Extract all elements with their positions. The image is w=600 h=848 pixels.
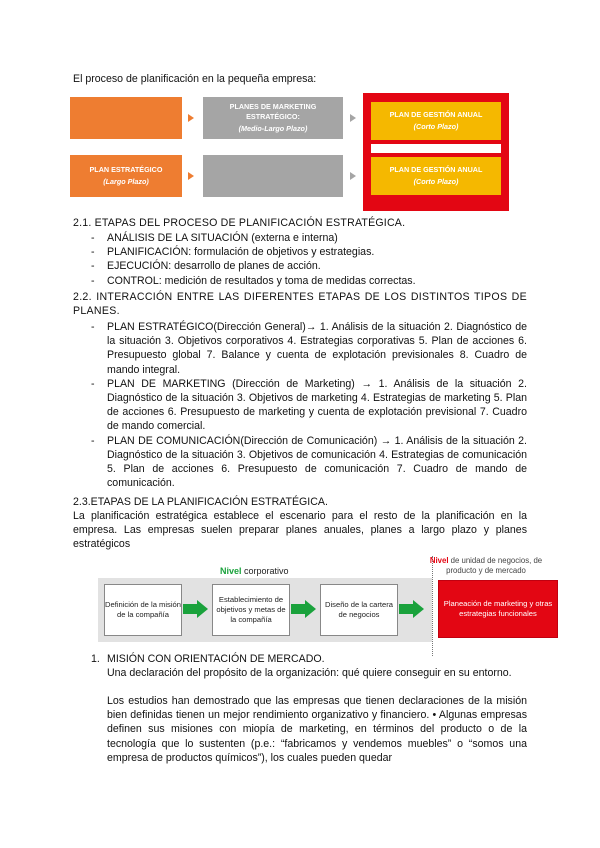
step-objectives: Establecimiento de objetivos y metas de la compañía [212, 584, 290, 636]
mission-paragraph-1: Una declaración del propósito de la organización: qué quiere conseguir en su entorno. [107, 667, 512, 679]
section-2-3-heading: 2.3.ETAPAS DE LA PLANIFICACIÓN ESTRATÉGICA. [73, 496, 328, 508]
step-portfolio: Diseño de la cartera de negocios [320, 584, 398, 636]
box-subtitle: (Corto Plazo) [413, 177, 459, 186]
arrow-stem [399, 604, 413, 614]
level-bold: Nivel [220, 566, 242, 576]
planning-diagram [70, 93, 510, 213]
section-2-2-list [107, 320, 527, 490]
box-subtitle: (Corto Plazo) [413, 122, 459, 131]
level-rest: de unidad de negocios, de producto y de mercado [446, 556, 543, 575]
box-title: PLAN DE GESTIÓN ANUAL [389, 165, 483, 174]
arrow-icon [305, 600, 316, 618]
mission-paragraph-2: Los estudios han demostrado que las empresas que tienen declaraciones de la misión bien definidas tienen un mejor rendimiento organizativo y financiero. • Algunas empresas definen sus misiones con miopía de marketing, en términos del producto o de la tecnología que lo sustenten (p.e.: “fabricamos y vendemos muebles” o “somos una empresa de productos químicos”), los cuales pueden quedar [107, 695, 527, 764]
gray-empty-box [203, 155, 343, 197]
arrow-stem [183, 604, 197, 614]
section-2-2-heading: 2.2. INTERACCIÓN ENTRE LAS DIFERENTES ETAPAS DE LOS DISTINTOS TIPOS DE PLANES. [73, 291, 527, 318]
arrow-stem [291, 604, 305, 614]
white-separator [371, 144, 501, 153]
section-2-3-paragraph: La planificación estratégica establece el escenario para el resto de la planificación en la empresa. Las empresas suelen preparar planes anuales, planes a largo plazo y planes estratégicos [73, 510, 527, 551]
section-2-1-heading: 2.1. ETAPAS DEL PROCESO DE PLANIFICACIÓN ESTRATÉGICA. [73, 217, 406, 229]
level-bold: Nivel [429, 556, 449, 565]
arrow-icon [350, 172, 356, 180]
orange-empty-box [70, 97, 182, 139]
intro-text: El proceso de planificación en la pequeña empresa: [73, 73, 317, 85]
list-item: - EJECUCIÓN: desarrollo de planes de acción. [107, 259, 527, 273]
list-item: - PLANIFICACIÓN: formulación de objetivos y estrategias. [107, 245, 527, 259]
list-item: - CONTROL: medición de resultados y toma de medidas correctas. [107, 274, 527, 288]
annual-plan-box-bottom [371, 157, 501, 195]
annual-plan-box-top [371, 102, 501, 140]
box-subtitle: (Largo Plazo) [103, 177, 149, 186]
box-title: PLANES DE MARKETING ESTRATÉGICO: [229, 102, 317, 121]
annual-plans-frame [363, 93, 509, 211]
marketing-plan-box [203, 97, 343, 139]
step-mission: Definición de la misión de la compañía [104, 584, 182, 636]
arrow-icon [350, 114, 356, 122]
strategic-plan-box [70, 155, 182, 197]
mission-number: 1. [91, 653, 100, 665]
list-item: - ANÁLISIS DE LA SITUACIÓN (externa e interna) [107, 231, 527, 245]
box-title: PLAN ESTRATÉGICO [89, 165, 163, 174]
corporate-level-label [220, 566, 289, 576]
arrow-icon [197, 600, 208, 618]
arrow-icon [188, 172, 194, 180]
list-item: - PLAN ESTRATÉGICO(Dirección General)→ 1. Análisis de la situación 2. Diagnóstico de la situación 3. Objetivos corporativos 4. Estrategias corporativas 5. Plan de acciones 6. Presupuesto global 7. Balance y cuenta de explotación previsionales 8. Cuadro de mando integral. [107, 320, 527, 377]
section-2-1-list [107, 231, 527, 288]
strategic-planning-steps-diagram [98, 556, 568, 656]
mission-heading: MISIÓN CON ORIENTACIÓN DE MERCADO. [107, 653, 325, 665]
step-marketing-planning: Planeación de marketing y otras estrategias funcionales [438, 580, 558, 638]
box-title: PLAN DE GESTIÓN ANUAL [389, 110, 483, 119]
arrow-icon [188, 114, 194, 122]
list-item: - PLAN DE COMUNICACIÓN(Dirección de Comunicación) → 1. Análisis de la situación 2. Diagnóstico de la situación 3. Objetivos de comunicación 4. Estrategias de comunicación 5. Plan de acciones 6. Presupuesto de comunicación 7. Cuadro de mando de comunicación. [107, 434, 527, 491]
level-rest: corporativo [241, 566, 289, 576]
list-item: - PLAN DE MARKETING (Dirección de Marketing) → 1. Análisis de la situación 2. Diagnóstico de la situación 3. Objetivos de marketing 4. Estrategias de marketing 5. Plan de acciones 6. Presupuesto de marketing y cuenta de explotación previsional 7. Cuadro de mando comercial. [107, 377, 527, 434]
arrow-icon [413, 600, 424, 618]
unit-level-label [416, 556, 556, 576]
box-subtitle: (Medio-Largo Plazo) [238, 124, 308, 133]
